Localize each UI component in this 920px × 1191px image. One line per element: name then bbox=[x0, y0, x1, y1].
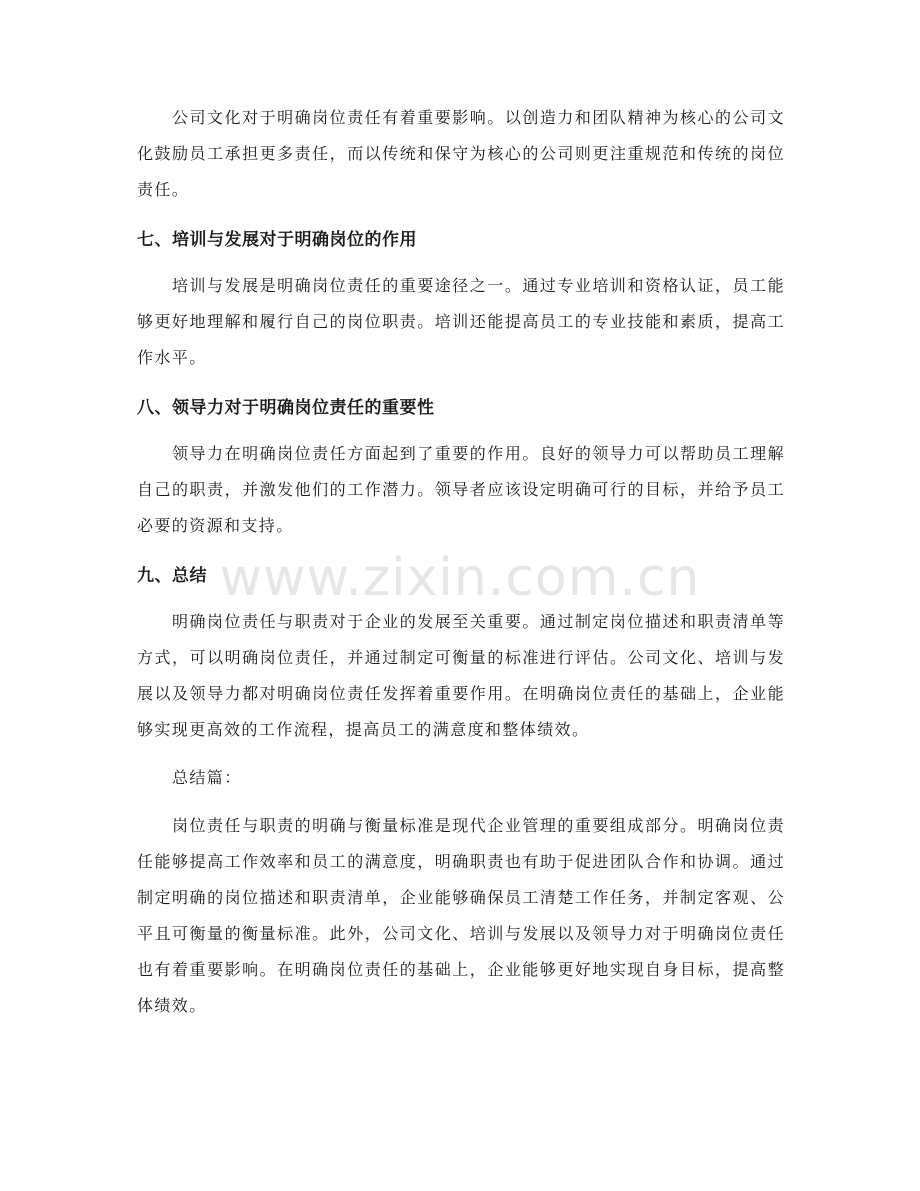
paragraph-training: 培训与发展是明确岗位责任的重要途径之一。通过专业培训和资格认证，员工能够更好地理解和履行自己的岗位职责。培训还能提高员工的专业技能和素质，提高工作水平。 bbox=[137, 276, 785, 367]
paragraph-company-culture: 公司文化对于明确岗位责任有着重要影响。以创造力和团队精神为核心的公司文化鼓励员工承担更多责任，而以传统和保守为核心的公司则更注重规范和传统的岗位责任。 bbox=[137, 108, 785, 199]
watermark-text: www.zixin.com.cn bbox=[219, 548, 701, 608]
summary-label: 总结篇： bbox=[172, 768, 242, 787]
document-page bbox=[137, 100, 785, 1024]
paragraph-conclusion: 明确岗位责任与职责对于企业的发展至关重要。通过制定岗位描述和职责清单等方式，可以明确岗位责任，并通过制定可衡量的标准进行评估。公司文化、培训与发展以及领导力都对明确岗位责任发挥着重要作用。在明确岗位责任的基础上，企业能够实现更高效的工作流程，提高员工的满意度和整体绩效。 bbox=[137, 612, 785, 739]
section-heading-nine: 九、总结 bbox=[137, 566, 207, 586]
paragraph-summary: 岗位责任与职责的明确与衡量标准是现代企业管理的重要组成部分。明确岗位责任能够提高工作效率和员工的满意度，明确职责也有助于促进团队合作和协调。通过制定明确的岗位描述和职责清单，企业能够确保员工清楚工作任务，并制定客观、公平且可衡量的衡量标准。此外，公司文化、培训与发展以及领导力对于明确岗位责任也有着重要影响。在明确岗位责任的基础上，企业能够更好地实现自身目标，提高整体绩效。 bbox=[137, 816, 785, 1015]
section-heading-eight: 八、领导力对于明确岗位责任的重要性 bbox=[137, 398, 435, 418]
paragraph-leadership: 领导力在明确岗位责任方面起到了重要的作用。良好的领导力可以帮助员工理解自己的职责，并激发他们的工作潜力。领导者应该设定明确可行的目标，并给予员工必要的资源和支持。 bbox=[137, 444, 785, 535]
section-heading-seven: 七、培训与发展对于明确岗位的作用 bbox=[137, 230, 417, 250]
